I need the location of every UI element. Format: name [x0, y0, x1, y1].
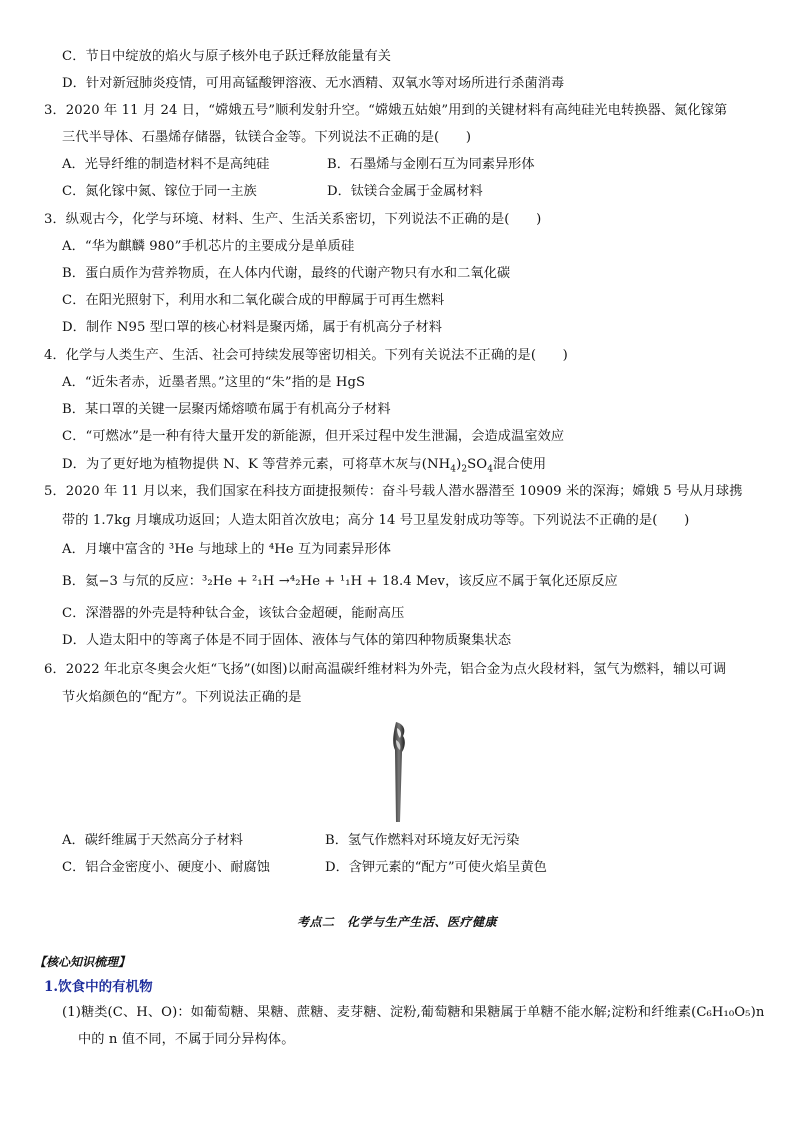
q4-option-d-tail: 混合使用: [493, 457, 547, 472]
subscript: 4: [450, 464, 457, 475]
q3a-option-c: C．氮化镓中氮、镓位于同一主族: [62, 184, 257, 199]
q2-option-c: C．节日中绽放的焰火与原子核外电子跃迁释放能量有关: [62, 49, 392, 64]
knowledge-tag: 【核心知识梳理】: [34, 955, 131, 969]
formula-part: SO: [467, 457, 488, 472]
q4-option-b: B．某口罩的关键一层聚丙烯熔喷布属于有机高分子材料: [62, 402, 391, 417]
subscript: 2: [461, 464, 468, 475]
paragraph-line2: 中的 n 值不同，不属于同分异构体。: [78, 1032, 295, 1047]
q5-option-b: B．氦−3 与氘的反应：³₂He + ²₁H →⁴₂He + ¹₁H + 18.4 Mev，该反应不属于氧化还原反应: [62, 574, 618, 589]
q6-stem-line2: 节火焰颜色的“配方”。下列说法正确的是: [62, 690, 302, 705]
q3a-option-a: A．光导纤维的制造材料不是高纯硅: [62, 157, 270, 172]
q6-option-d: D．含钾元素的“配方”可使火焰呈黄色: [325, 860, 547, 875]
q4-option-d: [62, 456, 546, 474]
q3a-option-b: B．石墨烯与金刚石互为同素异形体: [327, 157, 535, 172]
q3a-option-d: D．钛镁合金属于金属材料: [327, 184, 483, 199]
q4-option-c: C．“可燃冰”是一种有待大量开发的新能源，但开采过程中发生泄漏，会造成温室效应: [62, 429, 565, 444]
subheading: 1.饮食中的有机物: [44, 979, 153, 995]
q6-option-c: C．铝合金密度小、硬度小、耐腐蚀: [62, 860, 270, 875]
q2-option-d: D．针对新冠肺炎疫情，可用高锰酸钾溶液、无水酒精、双氧水等对场所进行杀菌消毒: [62, 76, 565, 91]
q6-option-a: A．碳纤维属于天然高分子材料: [62, 833, 243, 848]
q4-option-a: A．“近朱者赤，近墨者黑。”这里的“朱”指的是 HgS: [62, 375, 366, 390]
q6-option-b: B．氢气作燃料对环境友好无污染: [325, 833, 520, 848]
q3b-option-d: D．制作 N95 型口罩的核心材料是聚丙烯，属于有机高分子材料: [62, 320, 443, 335]
q5-option-d: D．人造太阳中的等离子体是不同于固体、液体与气体的第四种物质聚集状态: [62, 633, 512, 648]
q3b-option-a: A．“华为麒麟 980”手机芯片的主要成分是单质硅: [62, 239, 355, 254]
subscript: 4: [487, 464, 494, 475]
q4-stem: 4．化学与人类生产、生活、社会可持续发展等密切相关。下列有关说法不正确的是( ): [44, 348, 568, 363]
q4-option-d-text: D．为了更好地为植物提供 N、K 等营养元素，可将草木灰与(NH: [62, 457, 451, 472]
paragraph-line1: (1)糖类(C、H、O)：如葡萄糖、果糖、蔗糖、麦芽糖、淀粉,葡萄糖和果糖属于单糖不能水解;淀粉和纤维素(C₆H₁₀O₅)n: [62, 1005, 765, 1020]
q3a-stem-line2: 三代半导体、石墨烯存储器，钛镁合金等。下列说法不正确的是( ): [62, 130, 472, 145]
q5-option-c: C．深潜器的外壳是特种钛合金，该钛合金超硬，能耐高压: [62, 606, 405, 621]
q3b-option-b: B．蛋白质作为营养物质，在人体内代谢，最终的代谢产物只有水和二氧化碳: [62, 266, 511, 281]
q5-stem-line1: 5．2020 年 11 月以来，我们国家在科技方面捷报频传：奋斗号载人潜水器潜至 10909 米的深海；嫦娥 5 号从月球携: [44, 484, 743, 499]
torch-image: [378, 720, 418, 824]
paren: ): [456, 457, 462, 472]
q3b-stem: 3．纵观古今，化学与环境、材料、生产、生活关系密切，下列说法不正确的是( ): [44, 212, 542, 227]
q5-option-a: A．月壤中富含的 ³He 与地球上的 ⁴He 互为同素异形体: [62, 542, 392, 557]
q5-stem-line2: 带的 1.7kg 月壤成功返回；人造太阳首次放电；高分 14 号卫星发射成功等等。下列说法不正确的是( ): [62, 513, 690, 528]
q3b-option-c: C．在阳光照射下，利用水和二氧化碳合成的甲醇属于可再生燃料: [62, 293, 445, 308]
q6-stem-line1: 6．2022 年北京冬奥会火炬“飞扬”(如图)以耐高温碳纤维材料为外壳，铝合金为点火段材料，氢气为燃料，辅以可调: [44, 662, 727, 677]
section-title: 考点二 化学与生产生活、医疗健康: [296, 915, 497, 929]
q3a-stem-line1: 3．2020 年 11 月 24 日，“嫦娥五号”顺利发射升空。“嫦娥五姑娘”用到的关键材料有高纯硅光电转换器、氮化镓第: [44, 103, 728, 118]
